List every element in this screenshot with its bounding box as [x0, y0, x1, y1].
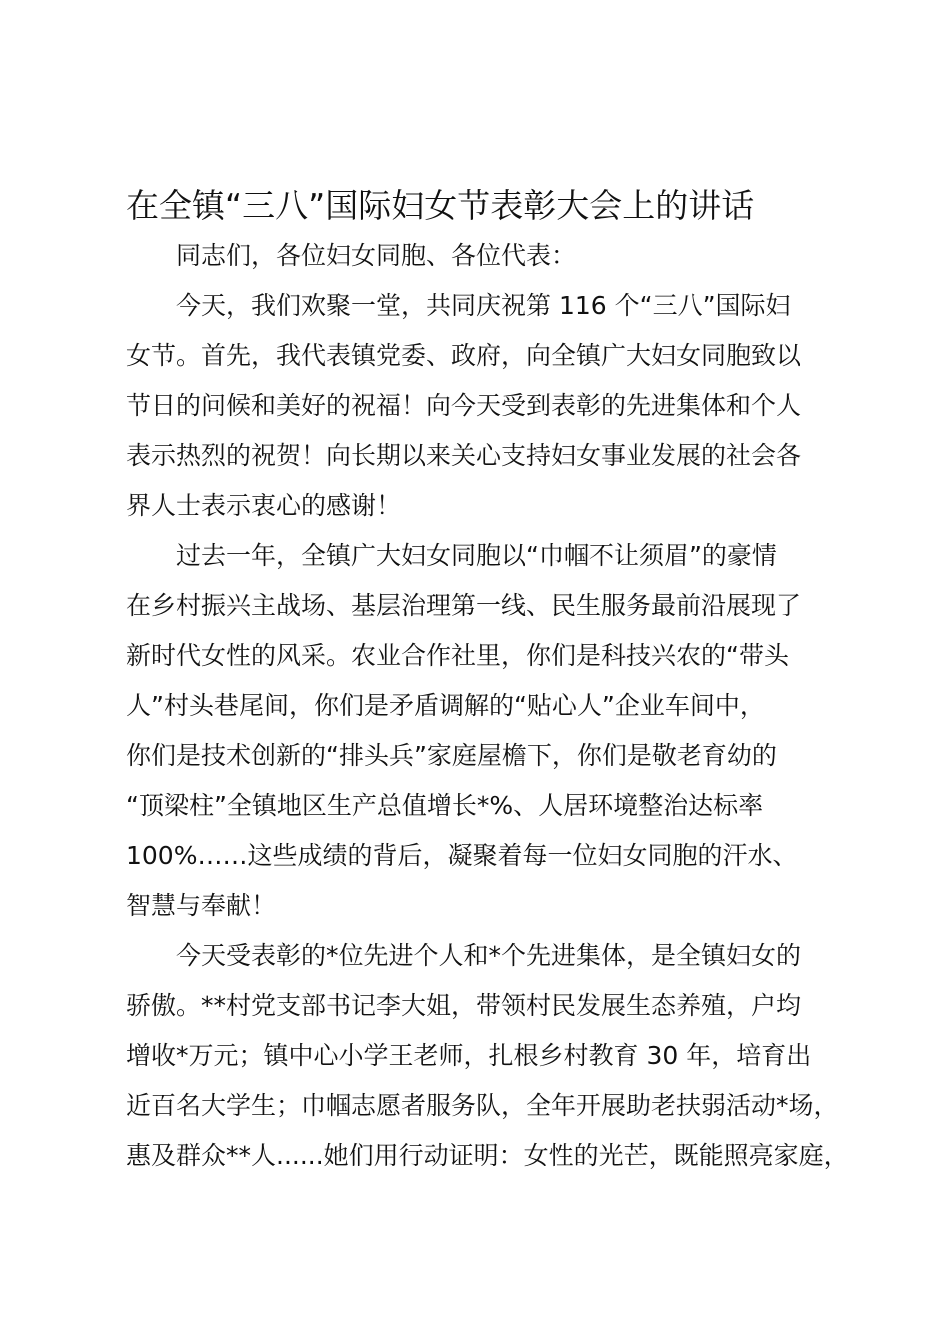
text-line: 今天受表彰的*位先进个人和*个先进集体，是全镇妇女的	[176, 941, 802, 970]
text-line: 过去一年，全镇广大妇女同胞以“巾帼不让须眉”的豪情	[176, 541, 777, 570]
text-line: 你们是技术创新的“排头兵”家庭屋檐下，你们是敬老育幼的	[126, 741, 777, 770]
text-line: 表示热烈的祝贺！向长期以来关心支持妇女事业发展的社会各	[126, 441, 802, 470]
text-line: 骄傲。**村党支部书记李大姐，带领村民发展生态养殖，户均	[126, 991, 802, 1020]
text-line: 增收*万元；镇中心小学王老师，扎根乡村教育 30 年，培育出	[126, 1041, 812, 1070]
text-line: “顶梁柱”全镇地区生产总值增长*%、人居环境整治达标率	[126, 791, 764, 820]
text-line: 今天，我们欢聚一堂，共同庆祝第 116 个“三八”国际妇	[176, 291, 791, 320]
text-line: 智慧与奉献！	[126, 891, 277, 920]
document-title: 在全镇“三八”国际妇女节表彰大会上的讲话	[126, 186, 755, 225]
document-body	[126, 234, 849, 1184]
text-line: 界人士表示衷心的感谢！	[126, 491, 402, 520]
text-line: 在乡村振兴主战场、基层治理第一线、民生服务最前沿展现了	[126, 591, 802, 620]
text-line: 新时代女性的风采。农业合作社里，你们是科技兴农的“带头	[126, 641, 789, 670]
text-line: 人”村头巷尾间，你们是矛盾调解的“贴心人”企业车间中，	[126, 691, 765, 720]
text-line: 女节。首先，我代表镇党委、政府，向全镇广大妇女同胞致以	[126, 341, 802, 370]
text-line: 惠及群众**人......她们用行动证明：女性的光芒，既能照亮家庭，	[126, 1141, 849, 1170]
text-line: 100%……这些成绩的背后，凝聚着每一位妇女同胞的汗水、	[126, 841, 798, 870]
text-line: 近百名大学生；巾帼志愿者服务队，全年开展助老扶弱活动*场，	[126, 1091, 839, 1120]
text-line: 同志们，各位妇女同胞、各位代表：	[176, 241, 577, 270]
text-line: 节日的问候和美好的祝福！向今天受到表彰的先进集体和个人	[126, 391, 802, 420]
